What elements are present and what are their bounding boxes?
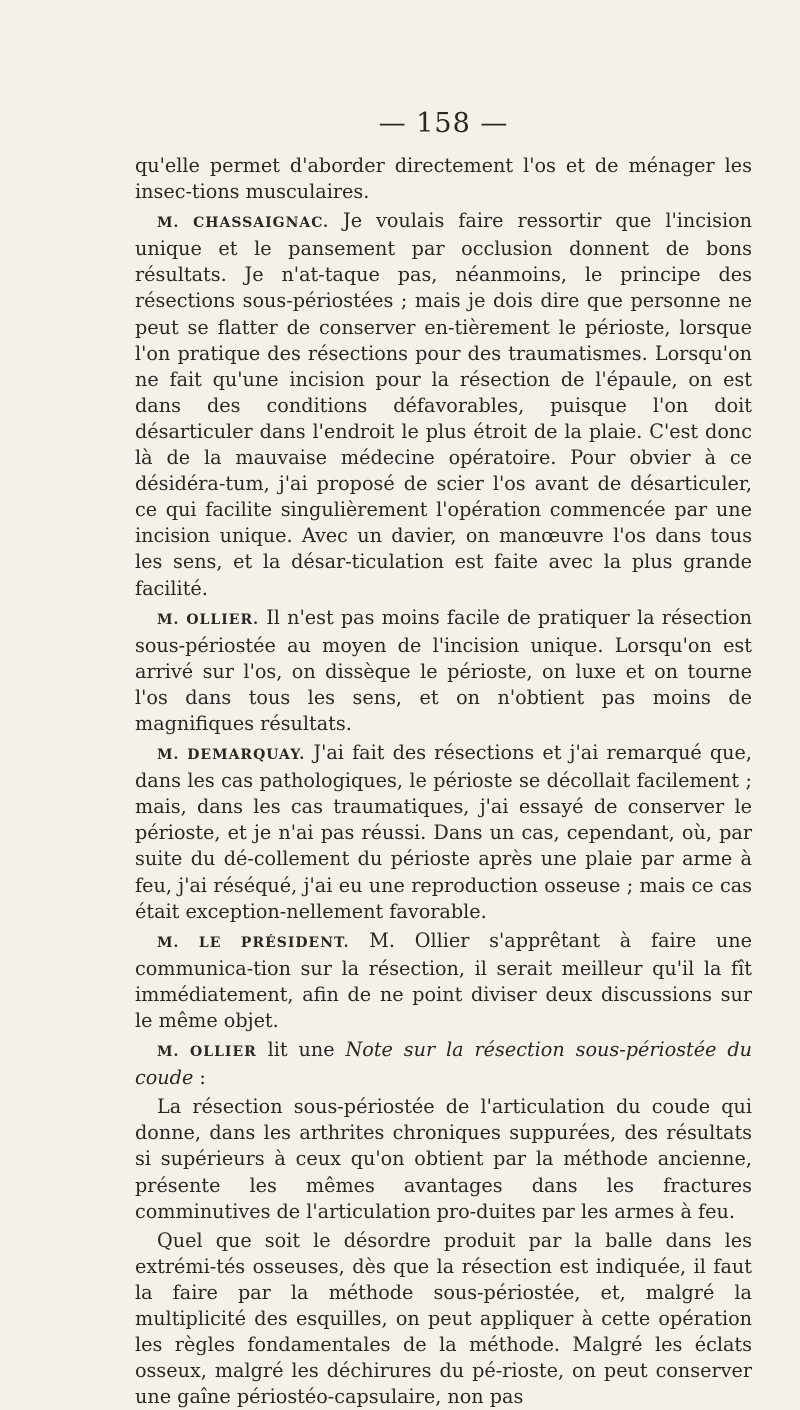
paragraph-continuation bbox=[135, 153, 752, 205]
paragraph-text: M. Ollier s'apprêtant à faire une communica-tion sur la résection, il serait meilleur qu'il la fît immédiatement, afin de ne point diviser deux discussions sur le même objet. bbox=[135, 928, 752, 1032]
paragraph-demarquay bbox=[135, 740, 752, 925]
paragraph-text: Il n'est pas moins facile de pratiquer la résection sous-périostée au moyen de l'incision unique. Lorsqu'on est arrivé sur l'os, on dissèque le périoste, on luxe et on tourne l'os dans tous les sens, et on n'obtient pas moins de magnifiques résultats. bbox=[135, 605, 753, 735]
paragraph-text: Je voulais faire ressortir que l'incision unique et le pansement par occlusion donnent de bons résultats. Je n'at-taque pas, néanmoins, le principe des résections sous-périostées ; mais je dois dire que personne ne peut se flatter de conserver en-tièrement le périoste, lorsque l'on pratique des résections pour des traumatismes. Lorsqu'on ne fait qu'une incision pour la résection de l'épaule, on est dans des conditions défavorables, puisque l'on doit désarticuler dans l'endroit le plus étroit de la plaie. C'est donc là de la mauvaise médecine opératoire. Pour obvier à ce désidéra-tum, j'ai proposé de scier l'os avant de désarticuler, ce qui facilite singulièrement l'opération commencée par une incision unique. Avec un davier, on manœuvre l'os dans tous les sens, et la désar-ticulation est faite avec la plus grande facilité. bbox=[135, 209, 752, 600]
paragraph-text: Quel que soit le désordre produit par la balle dans les extrémi-tés osseuses, dès que la résection est indiquée, il faut la faire par la méthode sous-périostée, et, malgré la multiplicité des esquilles, on peut appliquer à cette opération les règles fondamentales de la méthode. Malgré les éclats osseux, malgré les déchirures du pé-rioste, on peut conserver une gaîne périostéo-capsulaire, non pas bbox=[135, 1228, 752, 1409]
paragraph-president bbox=[135, 928, 752, 1034]
speaker-name: M. OLLIER. bbox=[157, 611, 259, 628]
paragraph-text: J'ai fait des résections et j'ai remarqué que, dans les cas pathologiques, le périoste se décollait facilement ; mais, dans les cas traumatiques, j'ai essayé de conserver le périoste, et je n'ai pas réussi. Dans un cas, cependant, où, par suite du dé-collement du périoste après une plaie par arme à feu, j'ai réséqué, j'ai eu une reproduction osseuse ; mais ce cas était exception-nellement favorable. bbox=[135, 741, 752, 923]
paragraph-note-body-1 bbox=[135, 1094, 752, 1224]
paragraph-note-body-2 bbox=[135, 1228, 752, 1410]
page-number: — 158 — bbox=[378, 108, 509, 139]
speaker-name: M. LE PRÉSIDENT. bbox=[157, 934, 350, 951]
speaker-name: M. OLLIER bbox=[157, 1044, 257, 1061]
speaker-name: M. DEMARQUAY. bbox=[157, 747, 306, 764]
speaker-name: M. CHASSAIGNAC. bbox=[157, 215, 330, 232]
paragraph-note-heading bbox=[135, 1037, 752, 1091]
paragraph-ollier bbox=[135, 605, 752, 737]
paragraph-text: lit une bbox=[267, 1038, 335, 1062]
paragraph-text: qu'elle permet d'aborder directement l'os et de ménager les insec-tions musculaires. bbox=[135, 154, 752, 204]
note-title: Note sur la résection sous-périostée du coude bbox=[135, 1038, 752, 1090]
paragraph-text: La résection sous-périostée de l'articulation du coude qui donne, dans les arthrites chroniques suppurées, des résultats si supérieurs à ceux qu'on obtient par la méthode ancienne, présente les mêmes avantages dans les fractures comminutives de l'articulation pro-duites par les armes à feu. bbox=[135, 1095, 752, 1223]
note-title-colon: : bbox=[193, 1066, 206, 1090]
paragraph-chassaignac bbox=[135, 208, 752, 601]
